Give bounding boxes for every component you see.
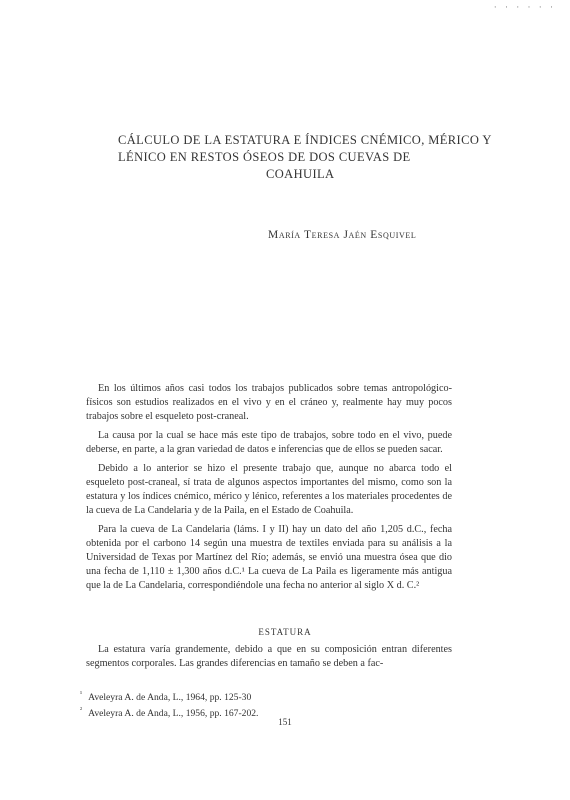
footnote-mark: ¹ bbox=[80, 690, 83, 698]
page-number: 151 bbox=[278, 717, 292, 727]
section-heading: ESTATURA bbox=[258, 627, 312, 637]
footnote-text: Aveleyra A. de Anda, L., 1956, pp. 167-202. bbox=[88, 708, 259, 720]
section-text bbox=[86, 643, 452, 676]
paragraph: Debido a lo anterior se hizo el presente trabajo que, aunque no abarca todo el esqueleto post-craneal, sí trata de algunos aspectos importantes del mismo, como son la estatura y los índices cnémico, mérico y lénico, referentes a los materiales procedentes de la cueva de La Candelaria y de la Paila, en el Estado de Coahuila. bbox=[86, 463, 452, 516]
footnotes bbox=[80, 688, 450, 720]
title-line-2: LÉNICO EN RESTOS ÓSEOS DE DOS CUEVAS DE bbox=[118, 150, 411, 164]
article-title bbox=[118, 132, 492, 183]
title-line-3: COAHUILA bbox=[266, 167, 335, 181]
footnote-mark: ² bbox=[80, 706, 83, 715]
paragraph: En los últimos años casi todos los trabajos publicados sobre temas antropológico-físicos son estudios realizados en el vivo y en el cráneo y, realmente hay muy pocos trabajos sobre el esqueleto post-craneal. bbox=[86, 383, 452, 422]
footnote bbox=[80, 688, 450, 704]
paragraph: Para la cueva de La Candelaria (láms. I y II) hay un dato del año 1,205 d.C., fecha obtenida por el carbono 14 según una muestra de textiles enviada para su análisis a la Universidad de Texas por Martínez del Río; además, se envió una muestra ósea que dio una fecha de 1,110 ± 1,300 años d.C.¹ La cueva de La Paila es ligeramente más antigua que la de La Candelaria, correspondiéndole una fecha no anterior al siglo X d. C.² bbox=[86, 524, 452, 591]
paragraph: La estatura varía grandemente, debido a que en su composición entran diferentes segmentos corporales. Las grandes diferencias en tamaño se deben a fac- bbox=[86, 644, 452, 669]
intro-text bbox=[86, 382, 452, 598]
footnote-text: Aveleyra A. de Anda, L., 1964, pp. 125-30 bbox=[88, 692, 252, 704]
paragraph: La causa por la cual se hace más este tipo de trabajos, sobre todo en el vivo, puede deberse, en parte, a la gran variedad de datos e inferencias que de ellos se pueden sacar. bbox=[86, 430, 452, 455]
corner-marks: · · · · · · bbox=[493, 2, 556, 12]
title-line-1: CÁLCULO DE LA ESTATURA E ÍNDICES CNÉMICO, MÉRICO Y bbox=[118, 133, 492, 147]
author-name: María Teresa Jaén Esquivel bbox=[268, 229, 417, 241]
